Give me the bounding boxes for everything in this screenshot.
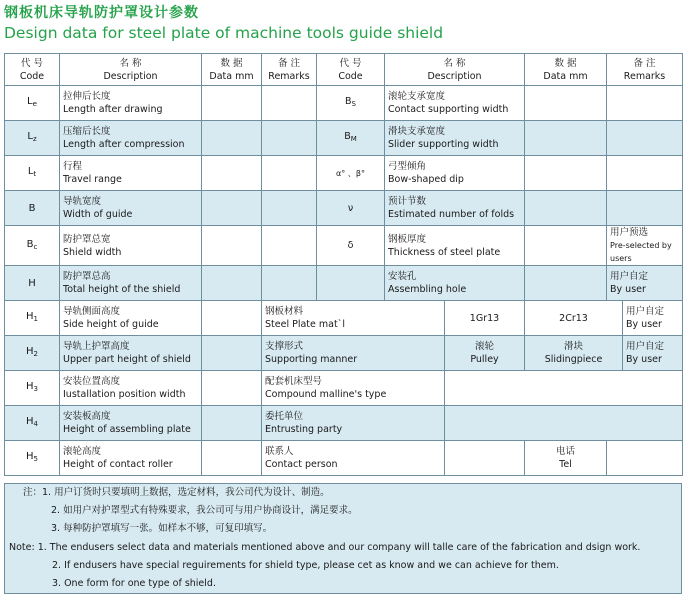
code-cell: $H_5$ bbox=[5, 441, 60, 476]
header-remarks-right: 备 注 Remarks bbox=[607, 54, 683, 86]
header-code: 代 号 Code bbox=[5, 54, 60, 86]
data-input-cell-right[interactable] bbox=[525, 226, 607, 266]
description-cell: 导轨上护罩高度 Upper part height of shield bbox=[60, 336, 202, 371]
code-cell: $L_t$ bbox=[5, 156, 60, 191]
table-row bbox=[5, 226, 683, 266]
material-option-2cr13[interactable]: 2Cr13 bbox=[525, 301, 623, 336]
remarks-cell-right[interactable] bbox=[607, 191, 683, 226]
remarks-cell-right: 用户自定 By user bbox=[623, 301, 683, 336]
remarks-cell-right: 用户预选 Pre-selected by users bbox=[607, 226, 683, 266]
note-cn-2: 2. 如用户对护罩型式有特殊要求，我公司可与用户协商设计，满足要求。 bbox=[51, 505, 358, 517]
machine-type-input-cell[interactable] bbox=[445, 371, 683, 406]
table-row bbox=[5, 301, 683, 336]
title-english: Design data for steel plate of machine tools guide shield bbox=[4, 24, 444, 42]
description-cell: 滚轮高度 Height of contact roller bbox=[60, 441, 202, 476]
description-cell-right: 滚轮支承宽度 Contact supporting width bbox=[385, 86, 525, 121]
remarks-cell-right: 用户自定 By user bbox=[607, 266, 683, 301]
remarks-cell[interactable] bbox=[262, 121, 317, 156]
header-description: 名 称 Description bbox=[60, 54, 202, 86]
remarks-cell[interactable] bbox=[262, 266, 317, 301]
description-cell: 压缩后长度 Length after compression bbox=[60, 121, 202, 156]
header-remarks: 备 注 Remarks bbox=[262, 54, 317, 86]
code-cell: $H_3$ bbox=[5, 371, 60, 406]
tel-input-cell[interactable] bbox=[607, 441, 683, 476]
data-input-cell-right[interactable] bbox=[525, 266, 607, 301]
code-cell: $H_2$ bbox=[5, 336, 60, 371]
description-cell-right: 钢板厚度 Thickness of steel plate bbox=[385, 226, 525, 266]
description-cell: 拉伸后长度 Length after drawing bbox=[60, 86, 202, 121]
remarks-cell[interactable] bbox=[262, 226, 317, 266]
code-cell: $H_1$ bbox=[5, 301, 60, 336]
code-cell: $L_z$ bbox=[5, 121, 60, 156]
description-cell: 导轨宽度 Width of guide bbox=[60, 191, 202, 226]
code-cell-right: $B_S$ bbox=[317, 86, 385, 121]
description-cell: 行程 Travel range bbox=[60, 156, 202, 191]
data-input-cell[interactable] bbox=[202, 266, 262, 301]
code-cell: B bbox=[5, 191, 60, 226]
table-row bbox=[5, 86, 683, 121]
remarks-cell-right[interactable] bbox=[607, 86, 683, 121]
data-input-cell[interactable] bbox=[202, 371, 262, 406]
table-row bbox=[5, 406, 683, 441]
note-en-2: 2. If endusers have special reguirements for shield type, please cet as know and we can achieve for them. bbox=[52, 559, 559, 571]
description-cell: 安装板高度 Height of assembling plate bbox=[60, 406, 202, 441]
code-cell-right: δ bbox=[317, 226, 385, 266]
data-input-cell[interactable] bbox=[202, 86, 262, 121]
header-data: 数 据 Data mm bbox=[202, 54, 262, 86]
table-row bbox=[5, 156, 683, 191]
tel-label-cell: 电话 Tel bbox=[525, 441, 607, 476]
machine-type-label-cell: 配套机床型号 Compound malline's type bbox=[262, 371, 445, 406]
table-row bbox=[5, 191, 683, 226]
description-cell-right: 弓型倾角 Bow-shaped dip bbox=[385, 156, 525, 191]
code-cell-right bbox=[317, 266, 385, 301]
data-input-cell[interactable] bbox=[202, 301, 262, 336]
code-cell: $H_4$ bbox=[5, 406, 60, 441]
note-en-3: 3. One form for one type of shield. bbox=[52, 578, 216, 590]
table-row bbox=[5, 336, 683, 371]
header-code-right: 代 号 Code bbox=[317, 54, 385, 86]
code-cell: H bbox=[5, 266, 60, 301]
material-option-1gr13[interactable]: 1Gr13 bbox=[445, 301, 525, 336]
remarks-cell-right: 用户自定 By user bbox=[623, 336, 683, 371]
table-row bbox=[5, 121, 683, 156]
data-input-cell[interactable] bbox=[202, 336, 262, 371]
code-cell: $L_e$ bbox=[5, 86, 60, 121]
data-input-cell[interactable] bbox=[202, 441, 262, 476]
description-cell: 防护罩总高 Total height of the shield bbox=[60, 266, 202, 301]
header-description-right: 名 称 Description bbox=[385, 54, 525, 86]
data-input-cell[interactable] bbox=[202, 191, 262, 226]
description-cell: 安装位置高度 Iustallation position width bbox=[60, 371, 202, 406]
note-cn-3: 3. 每种防护罩填写一张。如样本不够，可复印填写。 bbox=[51, 523, 273, 535]
note-cn-1: 注：1. 用户订货时只要填明上数据，选定材料，我公司代为设计、制造。 bbox=[23, 487, 330, 498]
code-cell: $B_c$ bbox=[5, 226, 60, 266]
header-row bbox=[5, 54, 683, 86]
data-input-cell[interactable] bbox=[202, 121, 262, 156]
code-cell-right: ν bbox=[317, 191, 385, 226]
title-chinese: 钢板机床导轨防护罩设计参数 bbox=[4, 5, 199, 21]
code-cell-right: α° 、β° bbox=[317, 156, 385, 191]
support-option-slidingpiece[interactable]: 滑块 Slidingpiece bbox=[525, 336, 623, 371]
data-input-cell-right[interactable] bbox=[525, 86, 607, 121]
notes-panel bbox=[4, 483, 682, 594]
remarks-cell[interactable] bbox=[262, 86, 317, 121]
data-input-cell-right[interactable] bbox=[525, 191, 607, 226]
remarks-cell[interactable] bbox=[262, 156, 317, 191]
table-row bbox=[5, 371, 683, 406]
support-option-pulley[interactable]: 滚轮 Pulley bbox=[445, 336, 525, 371]
support-label-cell: 支撑形式 Supporting manner bbox=[262, 336, 445, 371]
description-cell-right: 滑块支承宽度 Slider supporting width bbox=[385, 121, 525, 156]
entrusting-party-label-cell: 委托单位 Entrusting party bbox=[262, 406, 445, 441]
description-cell: 导轨侧面高度 Side height of guide bbox=[60, 301, 202, 336]
entrusting-party-input-cell[interactable] bbox=[445, 406, 683, 441]
contact-person-input-cell[interactable] bbox=[445, 441, 525, 476]
contact-person-label-cell: 联系人 Contact person bbox=[262, 441, 445, 476]
description-cell: 防护罩总宽 Shield width bbox=[60, 226, 202, 266]
remarks-cell-right[interactable] bbox=[607, 156, 683, 191]
table-row bbox=[5, 266, 683, 301]
data-input-cell[interactable] bbox=[202, 226, 262, 266]
remarks-cell-right[interactable] bbox=[607, 121, 683, 156]
description-cell-right: 预计节数 Estimated number of folds bbox=[385, 191, 525, 226]
data-input-cell[interactable] bbox=[202, 406, 262, 441]
note-en-1: Note: 1. The endusers select data and materials mentioned above and our company will talle care of the fabrication and dsign work. bbox=[9, 541, 641, 553]
code-cell-right: $B_M$ bbox=[317, 121, 385, 156]
material-label-cell: 钢板材料 Steel Plate mat`l bbox=[262, 301, 445, 336]
data-input-cell-right[interactable] bbox=[525, 156, 607, 191]
design-data-table bbox=[4, 53, 683, 476]
data-input-cell[interactable] bbox=[202, 156, 262, 191]
data-input-cell-right[interactable] bbox=[525, 121, 607, 156]
header-data-right: 数 据 Data mm bbox=[525, 54, 607, 86]
table-row bbox=[5, 441, 683, 476]
remarks-cell[interactable] bbox=[262, 191, 317, 226]
description-cell-right: 安装孔 Assembling hole bbox=[385, 266, 525, 301]
